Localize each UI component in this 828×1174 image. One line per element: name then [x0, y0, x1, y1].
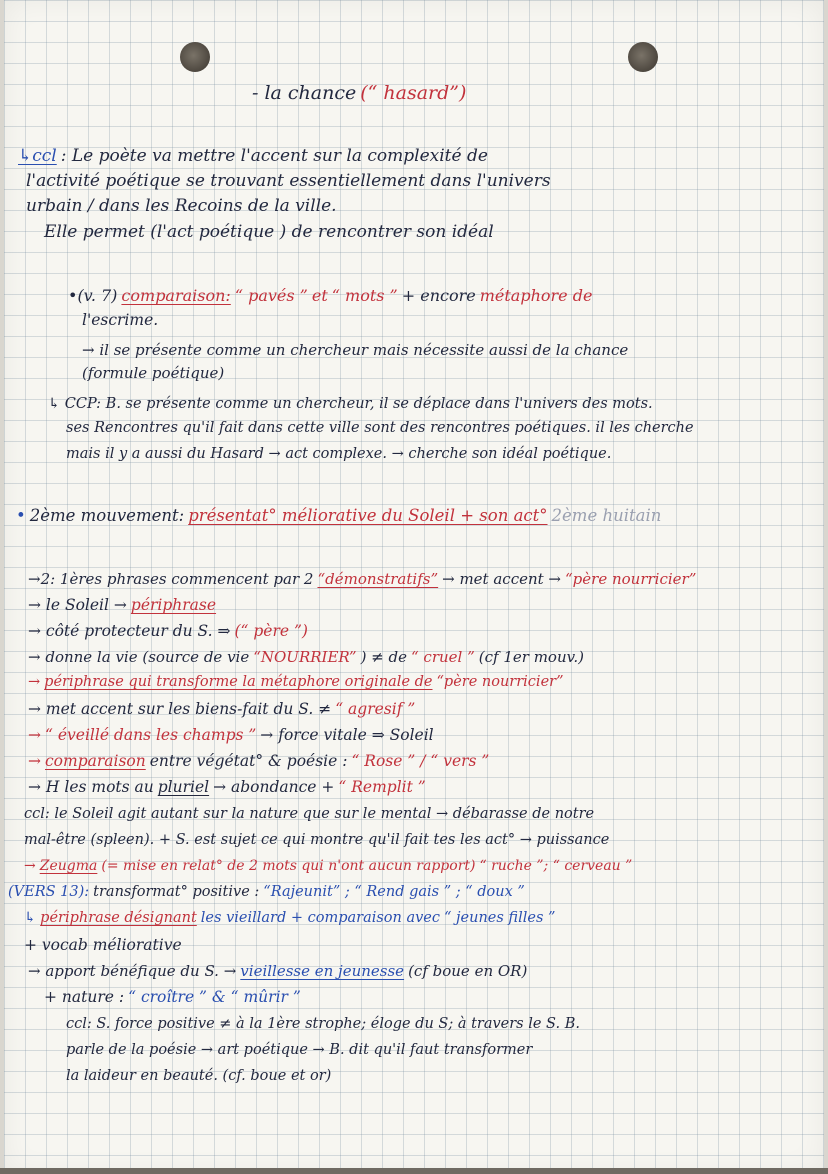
item-8-c: entre végétat° & poésie : [149, 752, 348, 770]
vers13-quotes: “Rajeunit” ; “ Rend gais ” ; “ doux ” [263, 884, 525, 900]
ccl2-line-2: mal-être (spleen). + S. est sujet ce qui montre qu'il fait tes les act° → puissance [24, 832, 610, 848]
page-bottom-edge [0, 1168, 828, 1174]
v7-label: •(v. 7) [68, 286, 118, 305]
ccl2-definition: (= mise en relat° de 2 mots qui n'ont aucun rapport) [101, 858, 476, 874]
ccl2-zeugma: Zeugma [39, 858, 98, 874]
ccp-line-1: ↳ CCP: B. se présente comme un chercheur, il se déplace dans l'univers des mots. [48, 396, 653, 412]
vers13-line [8, 884, 525, 900]
nature-b: “ croître ” & “ mûrir ” [128, 988, 301, 1006]
mvt2-bullet: • [16, 506, 26, 525]
v7-metaphore: métaphore de [479, 286, 593, 305]
item-5 [28, 674, 564, 690]
apport-line [28, 962, 527, 980]
punch-hole-left [180, 42, 210, 72]
chercheur-line-1: → il se présente comme un chercheur mais nécessite aussi de la chance [82, 341, 629, 359]
item-2-a: → le Soleil → [28, 596, 127, 614]
punch-hole-right [628, 42, 658, 72]
item-6-a: → met accent sur les biens-fait du S. ≠ [28, 700, 332, 718]
item-5-b: périphrase qui transforme la métaphore originale de [44, 674, 433, 690]
ccl2-line-1: ccl: le Soleil agit autant sur la nature que sur le mental → débarasse de notre [24, 806, 595, 822]
intro-ccl-label: ↳ccl [18, 146, 57, 166]
item-4-c: ) ≠ de [360, 648, 407, 666]
item-7-c: → force vitale ⇒ Soleil [260, 726, 434, 744]
item-3 [28, 622, 308, 640]
item-4 [28, 648, 584, 666]
item-8-a: → [28, 752, 41, 770]
v7-encore: + encore [401, 286, 476, 305]
final-line-3: la laideur en beauté. (cf. boue et or) [66, 1068, 332, 1084]
apport-b: vieillesse en jeunesse [240, 962, 405, 980]
item-1-d: “père nourricier” [565, 570, 697, 588]
title-paren: (“ hasard”) [360, 82, 467, 104]
item-9-c: → abondance + [213, 778, 335, 796]
v7-paves: “ pavés ” [234, 286, 308, 305]
item-9 [28, 778, 426, 796]
item-3-b: (“ père ”) [234, 622, 308, 640]
periphrase-line [24, 910, 555, 926]
intro-line-4: Elle permet (l'act poétique ) de rencontrer son idéal [44, 222, 494, 242]
periphrase-quote: “ jeunes filles ” [444, 910, 556, 926]
item-5-a: → [28, 674, 41, 690]
intro-line-1 [18, 146, 488, 166]
vers13-transformation: transformat° positive : [93, 884, 260, 900]
notebook-page [4, 0, 824, 1174]
periphrase-arrow: ↳ [24, 910, 37, 926]
nature-a: + nature : [44, 988, 125, 1006]
intro-line-2: l'activité poétique se trouvant essentiellement dans l'univers [26, 171, 551, 191]
item-6-b: “ agresif ” [335, 700, 416, 718]
ccp-line-3: mais il y a aussi du Hasard → act complexe. → cherche son idéal poétique. [66, 446, 612, 462]
ccl2-line-3 [24, 858, 632, 874]
final-line-1: ccl: S. force positive ≠ à la 1ère strophe; éloge du S; à travers le S. B. [66, 1016, 580, 1032]
item-9-b: pluriel [157, 778, 210, 796]
v7-et: et [311, 286, 328, 305]
item-1 [28, 570, 696, 588]
item-8-d: “ Rose ” / “ vers ” [351, 752, 490, 770]
mvt2-desc: présentat° méliorative du Soleil + son act° [188, 506, 548, 525]
item-7-a: → [28, 726, 41, 744]
item-6 [28, 700, 415, 718]
chercheur-line-2: (formule poétique) [82, 364, 225, 382]
mvt2-note: 2ème huitain [551, 506, 662, 525]
item-9-a: → H les mots au [28, 778, 154, 796]
intro-line-3: urbain / dans les Recoins de la ville. [26, 196, 337, 216]
ccl2-line-3-arrow: → [24, 858, 36, 874]
item-7 [28, 726, 434, 744]
item-4-e: (cf 1er mouv.) [478, 648, 584, 666]
apport-c: (cf boue en OR) [408, 962, 528, 980]
item-5-c: “père nourricier” [436, 674, 564, 690]
item-1-b: “démonstratifs” [317, 570, 439, 588]
apport-a: → apport bénéfique du S. → [28, 962, 237, 980]
item-3-a: → côté protecteur du S. ⇒ [28, 622, 231, 640]
vocab-line: + vocab méliorative [24, 936, 182, 954]
mvt2-label: 2ème mouvement: [29, 506, 185, 525]
v7-comparaison: comparaison: [121, 286, 231, 305]
v7-escrime: l'escrime. [82, 311, 159, 329]
item-1-a: →2: 1ères phrases commencent par 2 [28, 570, 314, 588]
item-2 [28, 596, 216, 614]
item-4-a: → donne la vie (source de vie [28, 648, 250, 666]
item-1-c: → met accent → [442, 570, 562, 588]
nature-line [44, 988, 301, 1006]
item-8-b: comparaison [45, 752, 146, 770]
page-title [252, 82, 466, 104]
ccl2-examples: “ ruche ”; “ cerveau ” [479, 858, 633, 874]
mvt2-heading [16, 506, 661, 525]
final-line-2: parle de la poésie → art poétique → B. dit qu'il faut transformer [66, 1042, 533, 1058]
item-7-b: “ éveillé dans les champs ” [45, 726, 257, 744]
item-4-d: “ cruel ” [411, 648, 475, 666]
v7-line [68, 286, 592, 305]
vers13-label: (VERS 13): [8, 884, 90, 900]
ccp-line-2: ses Rencontres qu'il fait dans cette ville sont des rencontres poétiques. il les cherche [66, 420, 694, 436]
item-9-d: “ Remplit ” [338, 778, 426, 796]
title-prefix: - la chance [252, 82, 357, 104]
item-8 [28, 752, 489, 770]
v7-mots: “ mots ” [331, 286, 398, 305]
intro-line-1-text: : Le poète va mettre l'accent sur la complexité de [60, 146, 488, 166]
item-2-b: périphrase [130, 596, 217, 614]
periphrase-text: les vieillard + comparaison avec [200, 910, 441, 926]
item-4-b: “NOURRIER” [253, 648, 357, 666]
periphrase-label: périphrase désignant [40, 910, 197, 926]
